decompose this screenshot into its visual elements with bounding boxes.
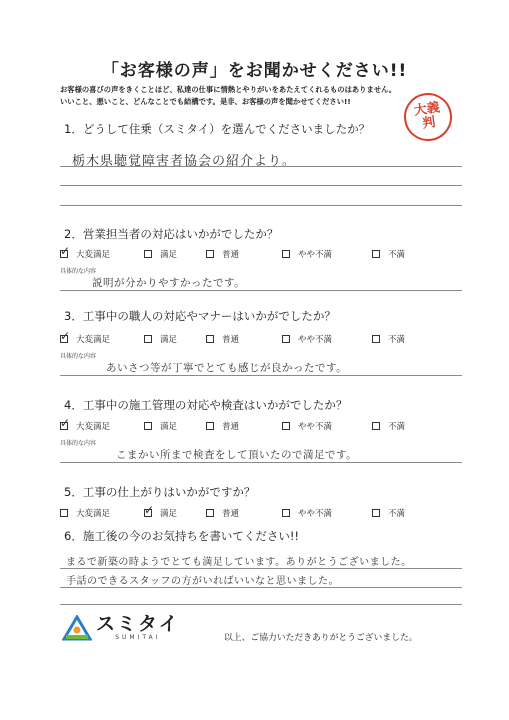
detail-answer-3: あいさつ等が丁寧でとても感じが良かったです。 xyxy=(106,362,348,374)
option-very-satisfied[interactable]: ✓ 大変満足 xyxy=(60,248,110,260)
question-3: 3．工事中の職人の対応やマナーはいかがでしたか？ xyxy=(64,309,336,323)
question-4: 4．工事中の施工管理の対応や検査はいかがでしたか？ xyxy=(64,398,348,412)
answer-line xyxy=(60,205,462,206)
answer-line xyxy=(60,462,462,463)
answer-line xyxy=(60,185,462,186)
answer-1: 栃木県聴覚障害者協会の紹介より。 xyxy=(72,154,297,169)
checkbox[interactable] xyxy=(144,422,152,430)
checkbox[interactable] xyxy=(282,250,290,258)
checkbox[interactable] xyxy=(206,509,214,517)
answer-line xyxy=(60,166,462,167)
question-5: 5．工事の仕上がりはいかがですか？ xyxy=(64,485,256,499)
intro-line-1: お客様の喜びの声をきくことほど、私達の仕事に情熱とやりがいをあたえてくれるものはありません。 xyxy=(60,85,397,94)
rating-options-q2 xyxy=(60,248,470,262)
logo-subtitle: SUMITAI xyxy=(115,634,161,641)
rating-options-q4 xyxy=(60,420,470,434)
logo-name: スミタイ xyxy=(96,613,180,635)
option-very-satisfied[interactable]: ✓ 大変満足 xyxy=(60,420,110,432)
question-6: 6．施工後の今のお気持ちを書いてください!! xyxy=(64,529,300,543)
checkbox[interactable] xyxy=(144,335,152,343)
option-satisfied[interactable]: 満足 xyxy=(144,420,177,432)
checkbox[interactable] xyxy=(372,335,380,343)
checkbox[interactable] xyxy=(206,335,214,343)
checkbox[interactable] xyxy=(144,250,152,258)
option-somewhat-dissatisfied[interactable]: やや不満 xyxy=(282,333,332,345)
checkbox[interactable] xyxy=(206,250,214,258)
answer-line xyxy=(60,587,462,588)
closing-message: 以上、ご協力いただきありがとうございました。 xyxy=(224,633,418,643)
page-title: 「お客様の声」をお聞かせください!! xyxy=(101,61,408,81)
rating-options-q5 xyxy=(60,507,470,521)
company-logo xyxy=(62,614,180,641)
checkbox[interactable] xyxy=(372,509,380,517)
option-dissatisfied[interactable]: 不満 xyxy=(372,248,405,260)
option-satisfied[interactable]: 満足 xyxy=(144,333,177,345)
option-dissatisfied[interactable]: 不満 xyxy=(372,420,405,432)
option-satisfied[interactable]: 満足 xyxy=(144,248,177,260)
option-dissatisfied[interactable]: 不満 xyxy=(372,333,405,345)
detail-label: 具体的な内容 xyxy=(60,268,97,275)
detail-answer-2: 説明が分かりやすかったです。 xyxy=(92,277,246,289)
answer-line xyxy=(60,290,462,291)
question-1: 1．どうして住乗（スミタイ）を選んでくださいましたか？ xyxy=(64,122,371,136)
answer-6-line-1: まるで新築の時ようでとても満足しています。ありがとうございました。 xyxy=(66,557,412,568)
checkbox[interactable] xyxy=(60,509,68,517)
option-neutral[interactable]: 普通 xyxy=(206,420,239,432)
rating-options-q3 xyxy=(60,333,470,347)
detail-label: 具体的な内容 xyxy=(60,353,97,360)
answer-line xyxy=(60,375,462,376)
answer-line xyxy=(60,604,462,605)
intro-text xyxy=(60,84,460,108)
checkbox-checked[interactable] xyxy=(60,250,68,258)
answer-6-line-2: 手話のできるスタッフの方がいればいいなと思いました。 xyxy=(66,576,339,587)
option-somewhat-dissatisfied[interactable]: やや不満 xyxy=(282,248,332,260)
option-dissatisfied[interactable]: 不満 xyxy=(372,507,405,519)
detail-label: 具体的な内容 xyxy=(60,440,97,447)
checkbox[interactable] xyxy=(282,422,290,430)
option-neutral[interactable]: 普通 xyxy=(206,333,239,345)
stamp-text: 大義判 xyxy=(413,100,441,132)
intro-line-2: いいこと、悪いこと、どんなことでも結構です。是非、お客様の声を聞かせてください!! xyxy=(60,97,351,106)
checkbox[interactable] xyxy=(372,422,380,430)
answer-line xyxy=(60,568,462,569)
detail-answer-4: こまかい所まで検査をして頂いたので満足です。 xyxy=(116,449,358,461)
checkbox-checked[interactable] xyxy=(144,509,152,517)
option-somewhat-dissatisfied[interactable]: やや不満 xyxy=(282,507,332,519)
checkbox[interactable] xyxy=(282,509,290,517)
question-2: 2．営業担当者の対応はいかがでしたか？ xyxy=(64,227,279,241)
option-neutral[interactable]: 普通 xyxy=(206,507,239,519)
option-very-satisfied[interactable]: 大変満足 xyxy=(60,507,110,519)
option-satisfied[interactable]: ✓ 満足 xyxy=(144,507,177,519)
house-logo-icon xyxy=(62,615,92,641)
checkbox[interactable] xyxy=(282,335,290,343)
checkbox-checked[interactable] xyxy=(60,422,68,430)
option-neutral[interactable]: 普通 xyxy=(206,248,239,260)
option-somewhat-dissatisfied[interactable]: やや不満 xyxy=(282,420,332,432)
checkbox[interactable] xyxy=(206,422,214,430)
checkbox-checked[interactable] xyxy=(60,335,68,343)
option-very-satisfied[interactable]: ✓ 大変満足 xyxy=(60,333,110,345)
checkbox[interactable] xyxy=(372,250,380,258)
